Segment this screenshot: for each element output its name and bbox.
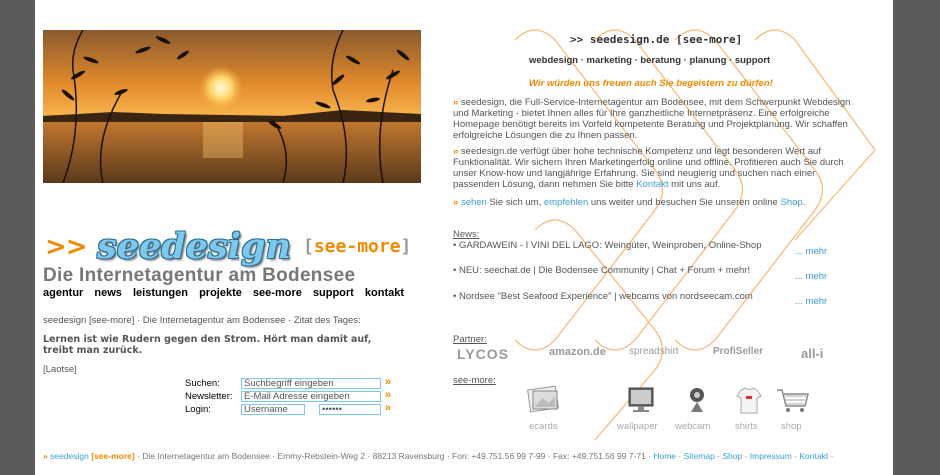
footer-kontakt-link[interactable]: Kontakt (799, 451, 829, 461)
site-logo[interactable] (45, 226, 425, 268)
news-item[interactable]: • Nordsee "Best Seafood Experience" | webcams von nordseecam.com (453, 291, 753, 302)
bullet-arrow-icon: » (453, 197, 459, 208)
webcam-icon[interactable] (677, 386, 717, 414)
search-input[interactable] (241, 378, 381, 389)
nav-agentur[interactable]: agentur (43, 287, 84, 299)
partner-all-i-logo[interactable]: all-i (801, 346, 824, 361)
logo-see-more: [see-more] (303, 236, 412, 257)
footer-sitemap-link[interactable]: Sitemap (683, 451, 715, 461)
news-more-link[interactable]: ... mehr (795, 271, 828, 282)
partner-spreadshirt-logo[interactable]: spreadshirt (629, 346, 679, 357)
quote-author: [Laotse] (43, 364, 77, 375)
intro-paragraph-1: » seedesign, die Full-Service-Internetagentur am Bodensee, mit dem Schwerpunkt Webdesign und Marketing - bietet Ihnen alles für Ihre ganzheitliche Internetpräsenz. Eine erfolgreiche Homepage benötigt bereits im Vorfeld kompetente Beratung und Projektplanung. Wir schaffen erfolgreiche Lösungen die zu Ihnen passen. (453, 97, 851, 141)
quote-of-the-day: Lernen ist wie Rudern gegen den Strom. Hört man damit auf, treibt man zurück. (43, 334, 372, 356)
see-more-heading: see-more: (453, 375, 496, 386)
partner-lycos-logo[interactable]: LYCOS (457, 346, 509, 362)
news-more-link[interactable]: ... mehr (795, 246, 828, 257)
shirt-icon[interactable] (729, 386, 769, 414)
main-navigation (43, 287, 412, 299)
kontakt-link[interactable]: Kontakt (636, 179, 669, 190)
search-label: Suchen: (185, 378, 220, 389)
tagline: Die Internetagentur am Bodensee (43, 265, 356, 286)
news-item[interactable]: • GARDAWEIN - I VINI DEL LAGO: Weingüter, Weinproben, Online-Shop (453, 240, 762, 251)
intro-paragraph-3: » sehen Sie sich um, empfehlen uns weiter und besuchen Sie unseren online Shop. (453, 197, 806, 208)
partner-heading: Partner: (453, 334, 487, 345)
partner-profiseller-logo[interactable]: ProfiSeller (713, 346, 764, 357)
wallpaper-icon[interactable] (621, 386, 661, 414)
nav-leistungen[interactable]: leistungen (132, 287, 188, 299)
search-go-icon[interactable]: » (385, 376, 392, 388)
footer-address: · Die Internetagentur am Bodensee · Emmy-Rebstein-Weg 2 · 88213 Ravensburg · Fon: +49.751.56 99 7-99 · Fax: +49.751.56 99 7-71 · (134, 451, 654, 461)
nav-support[interactable]: support (312, 287, 354, 299)
newsletter-email-input[interactable] (241, 391, 381, 402)
footer-arrow-icon: » (43, 451, 48, 461)
bullet-arrow-icon: » (453, 146, 459, 157)
sehen-link[interactable]: sehen (460, 197, 487, 208)
news-more-link[interactable]: ... mehr (795, 296, 828, 307)
footer: » seedesign [see-more] · Die Internetagentur am Bodensee · Emmy-Rebstein-Weg 2 · 88213 Ravensburg · Fon: +49.751.56 99 7-99 · Fax: +49.751.56 99 7-71 · Home · Sitemap · Shop · Impressum · Kontakt · (43, 451, 834, 461)
shop-link[interactable]: Shop (780, 197, 803, 208)
right-title: >> seedesign.de [see-more] (570, 33, 743, 46)
sunset-lake-photo (43, 30, 421, 183)
news-heading: News: (453, 229, 480, 240)
footer-impressum-link[interactable]: Impressum (749, 451, 792, 461)
nav-see-more[interactable]: see-more (252, 287, 302, 299)
password-input[interactable] (319, 404, 381, 415)
newsletter-label: Newsletter: (185, 391, 233, 402)
empfehlen-link[interactable]: empfehlen (543, 197, 589, 208)
webcam-label[interactable]: webcam (675, 421, 711, 432)
shopping-cart-icon[interactable] (773, 386, 813, 414)
services-line: webdesign · marketing · beratung · planung · support (529, 55, 771, 66)
ecards-label[interactable]: ecards (529, 421, 558, 432)
newsletter-go-icon[interactable]: » (385, 389, 392, 401)
page (35, 0, 893, 475)
bullet-arrow-icon: » (453, 97, 459, 108)
footer-shop-link[interactable]: Shop (722, 451, 743, 461)
footer-brand-link[interactable]: seedesign (50, 451, 89, 461)
logo-brand-name: seedesign (97, 226, 291, 267)
intro-paragraph-2: » seedesign.de verfügt über hohe technische Kompetenz und legt besonderen Wert auf Funktionalität. Wir sichern Ihren Marketingerfolg online und offline. Profitieren auch Sie durch unser Know-how und langjährige Erfahrung. Sie sind neugierig und suchen nach einer passenden Lösung, dann nehmen Sie bitte Kontakt mit uns auf. (453, 146, 844, 190)
news-item[interactable]: • NEU: seechat.de | Die Bodensee Community | Chat + Forum + mehr! (453, 265, 751, 276)
partner-amazon-logo[interactable]: amazon.de (549, 346, 606, 358)
footer-see-more[interactable]: [see-more] (91, 451, 135, 461)
shirts-label[interactable]: shirts (735, 421, 758, 432)
ecards-icon[interactable] (525, 386, 565, 414)
welcome-line: Wir würden uns freuen auch Sie begeistern zu dürfen! (529, 78, 773, 89)
footer-home-link[interactable]: Home (653, 451, 677, 461)
username-input[interactable] (241, 404, 305, 415)
login-label: Login: (185, 404, 211, 415)
site-path: seedesign [see-more] · Die Internetagentur am Bodensee · Zitat des Tages: (43, 315, 361, 326)
nav-projekte[interactable]: projekte (199, 287, 242, 299)
wallpaper-label[interactable]: wallpaper (617, 421, 658, 432)
logo-arrows: >> (45, 232, 87, 262)
nav-news[interactable]: news (94, 287, 122, 299)
login-go-icon[interactable]: » (385, 402, 392, 414)
nav-kontakt[interactable]: kontakt (364, 287, 405, 299)
shop-label[interactable]: shop (781, 421, 802, 432)
